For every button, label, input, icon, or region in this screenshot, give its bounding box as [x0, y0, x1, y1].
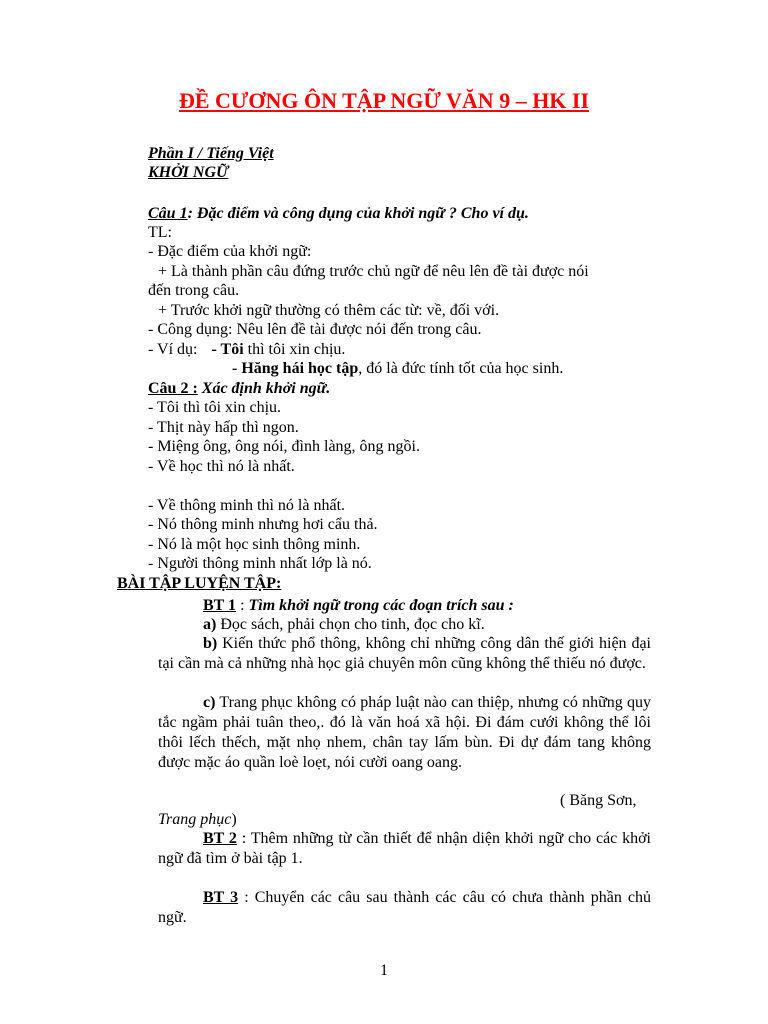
- question-1-label: Câu 1: [148, 205, 188, 222]
- question-1: [148, 204, 529, 224]
- exercise-2-label: BT 2: [203, 830, 237, 847]
- passage-a-text: Đọc sách, phải chọn cho tinh, đọc cho kĩ.: [216, 616, 485, 633]
- example-prefix: - Ví dụ:: [148, 341, 198, 358]
- exercise-1-label: BT 1: [203, 597, 237, 614]
- source-title: [158, 810, 237, 830]
- question-2: [148, 379, 330, 399]
- source-title-text: Trang phục: [158, 811, 232, 828]
- answer-line: - Đặc điểm của khởi ngữ:: [148, 243, 312, 260]
- part-heading: Phần I / Tiếng Việt: [148, 145, 274, 162]
- list-item: - Thịt này hấp thì ngon.: [148, 419, 299, 436]
- answer-line: đến trong câu.: [148, 282, 240, 299]
- example-2-rest: , đó là đức tính tốt của học sinh.: [358, 360, 564, 377]
- passage-b-label: b): [203, 635, 218, 652]
- list-item: - Người thông minh nhất lớp là nó.: [148, 555, 372, 572]
- passage-b: [158, 634, 651, 674]
- list-item: - Nó thông minh nhưng hơi cẩu thả.: [148, 516, 378, 533]
- example-dash: -: [211, 341, 221, 358]
- list-item: - Về học thì nó là nhất.: [148, 458, 295, 475]
- example-1-rest: thì tôi xin chịu.: [243, 341, 346, 358]
- example-line-1: [148, 340, 345, 360]
- passage-c: [158, 693, 651, 773]
- passage-c-text: Trang phục không có pháp luật nào can thiệp, nhưng có những quy tắc ngầm phải tuân theo,. đó là văn hoá xã hội. Đi đám cưới không thể lôi thôi lếch thếch, mặt nhọ nhem, chân tay lấm bùn. Đi dự đám tang không được mặc áo quần loè loẹt, nói cười oang oang.: [158, 694, 651, 771]
- question-2-label: Câu 2 :: [148, 380, 198, 397]
- passage-a: [203, 615, 485, 635]
- passage-a-label: a): [203, 616, 217, 633]
- source-close: ): [231, 811, 237, 828]
- exercise-3-label: BT 3: [203, 889, 239, 906]
- exercise-1-sep: :: [236, 597, 249, 614]
- page-number: 1: [380, 962, 388, 979]
- answer-label: TL:: [148, 224, 172, 241]
- answer-line: + Trước khởi ngữ thường có thêm các từ: về, đối với.: [158, 302, 500, 319]
- list-item: - Về thông minh thì nó là nhất.: [148, 497, 346, 514]
- question-2-text: Xác định khởi ngữ.: [197, 380, 331, 397]
- source-author: ( Băng Sơn,: [560, 792, 637, 809]
- document-title: ĐỀ CƯƠNG ÔN TẬP NGỮ VĂN 9 – HK II: [178, 88, 590, 113]
- exercise-1-text: Tìm khởi ngữ trong các đoạn trích sau :: [248, 597, 514, 614]
- example-line-2: [232, 359, 563, 379]
- answer-line: - Công dụng: Nêu lên đề tài được nói đến trong câu.: [148, 321, 482, 338]
- exercises-heading: BÀI TẬP LUYỆN TẬP:: [117, 575, 282, 592]
- passage-c-label: c): [203, 694, 216, 711]
- exercise-2: [158, 829, 651, 869]
- example-2-keyword: - Hăng hái học tập: [232, 360, 359, 377]
- exercise-1: [203, 596, 514, 616]
- answer-line: + Là thành phần câu đứng trước chủ ngữ để nêu lên đề tài được nói: [158, 263, 589, 280]
- passage-b-text: Kiến thức phổ thông, không chỉ những công dân thế giới hiện đại tại cần mà cả những nhà học giả chuyên môn cũng không thể thiếu nó được.: [158, 635, 651, 672]
- list-item: - Nó là một học sinh thông minh.: [148, 536, 361, 553]
- exercise-3: [158, 888, 651, 928]
- list-item: - Tôi thì tôi xin chịu.: [148, 399, 282, 416]
- question-1-text: : Đặc điểm và công dụng của khởi ngữ ? Cho ví dụ.: [187, 205, 529, 222]
- example-1-keyword: Tôi: [220, 341, 244, 358]
- exercise-2-text: : Thêm những từ cần thiết để nhận diện khởi ngữ cho các khởi ngữ đã tìm ở bài tập 1.: [158, 830, 652, 867]
- list-item: - Miệng ông, ông nói, đình làng, ông ngồi.: [148, 438, 420, 455]
- section-heading: KHỞI NGỮ: [148, 164, 229, 181]
- exercise-3-text: : Chuyển các câu sau thành các câu có chưa thành phần chủ ngữ.: [158, 889, 651, 926]
